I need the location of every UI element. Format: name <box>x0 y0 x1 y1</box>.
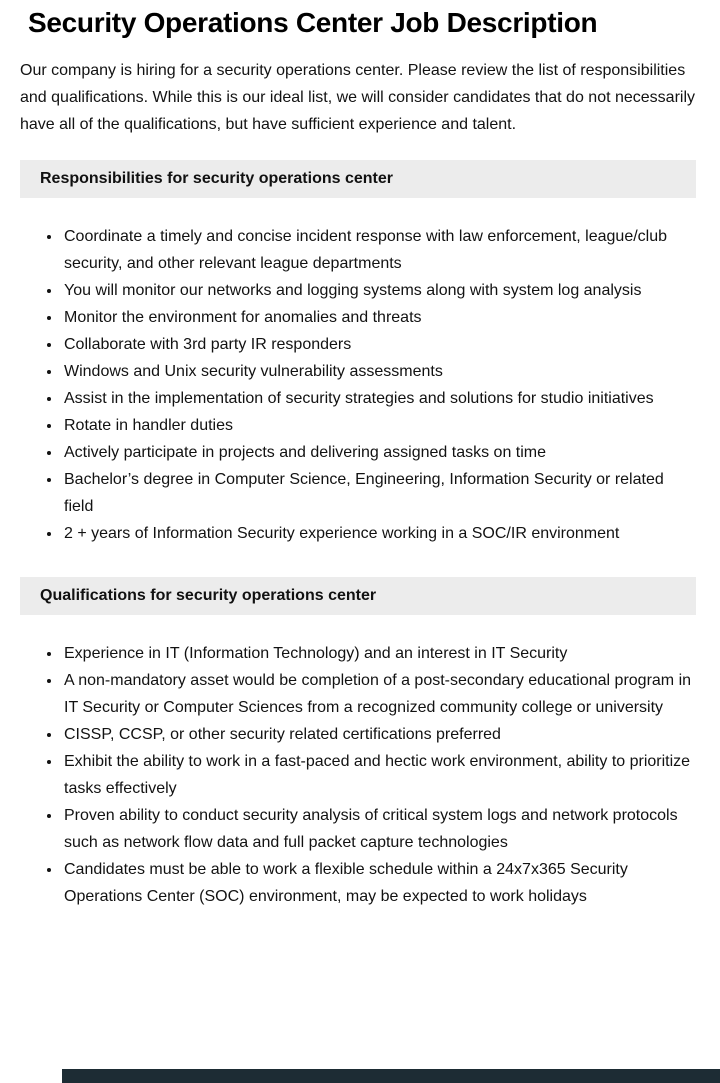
responsibilities-list <box>20 223 696 547</box>
list-item: • CISSP, CCSP, or other security related certifications preferred <box>62 721 696 748</box>
list-item: • You will monitor our networks and logging systems along with system log analysis <box>62 277 696 304</box>
list-item: • A non-mandatory asset would be completion of a post-secondary educational program in IT Security or Computer Sciences from a recognized community college or university <box>62 667 696 721</box>
list-item: • Windows and Unix security vulnerability assessments <box>62 358 696 385</box>
list-item: • Exhibit the ability to work in a fast-paced and hectic work environment, ability to prioritize tasks effectively <box>62 748 696 802</box>
page-title: Security Operations Center Job Description <box>28 7 598 38</box>
section-qualifications <box>20 577 696 910</box>
qualifications-list <box>20 640 696 910</box>
list-item: • 2 + years of Information Security experience working in a SOC/IR environment <box>62 520 696 547</box>
footer-bar <box>62 1069 720 1083</box>
list-item: • Monitor the environment for anomalies and threats <box>62 304 696 331</box>
list-item: • Assist in the implementation of security strategies and solutions for studio initiatives <box>62 385 696 412</box>
section-header-qualifications: Qualifications for security operations center <box>20 577 696 615</box>
list-item: • Candidates must be able to work a flexible schedule within a 24x7x365 Security Operations Center (SOC) environment, may be expected to work holidays <box>62 856 696 910</box>
list-item: • Bachelor’s degree in Computer Science, Engineering, Information Security or related field <box>62 466 696 520</box>
list-item: • Actively participate in projects and delivering assigned tasks on time <box>62 439 696 466</box>
list-item: • Rotate in handler duties <box>62 412 696 439</box>
list-item: • Proven ability to conduct security analysis of critical system logs and network protocols such as network flow data and full packet capture technologies <box>62 802 696 856</box>
list-item: • Collaborate with 3rd party IR responders <box>62 331 696 358</box>
section-responsibilities <box>20 160 696 547</box>
list-item: • Coordinate a timely and concise incident response with law enforcement, league/club security, and other relevant league departments <box>62 223 696 277</box>
intro-paragraph: Our company is hiring for a security operations center. Please review the list of responsibilities and qualifications. While this is our ideal list, we will consider candidates that do not necessarily have all of the qualifications, but have sufficient experience and talent. <box>20 62 696 133</box>
section-header-responsibilities: Responsibilities for security operations center <box>20 160 696 198</box>
list-item: • Experience in IT (Information Technology) and an interest in IT Security <box>62 640 696 667</box>
